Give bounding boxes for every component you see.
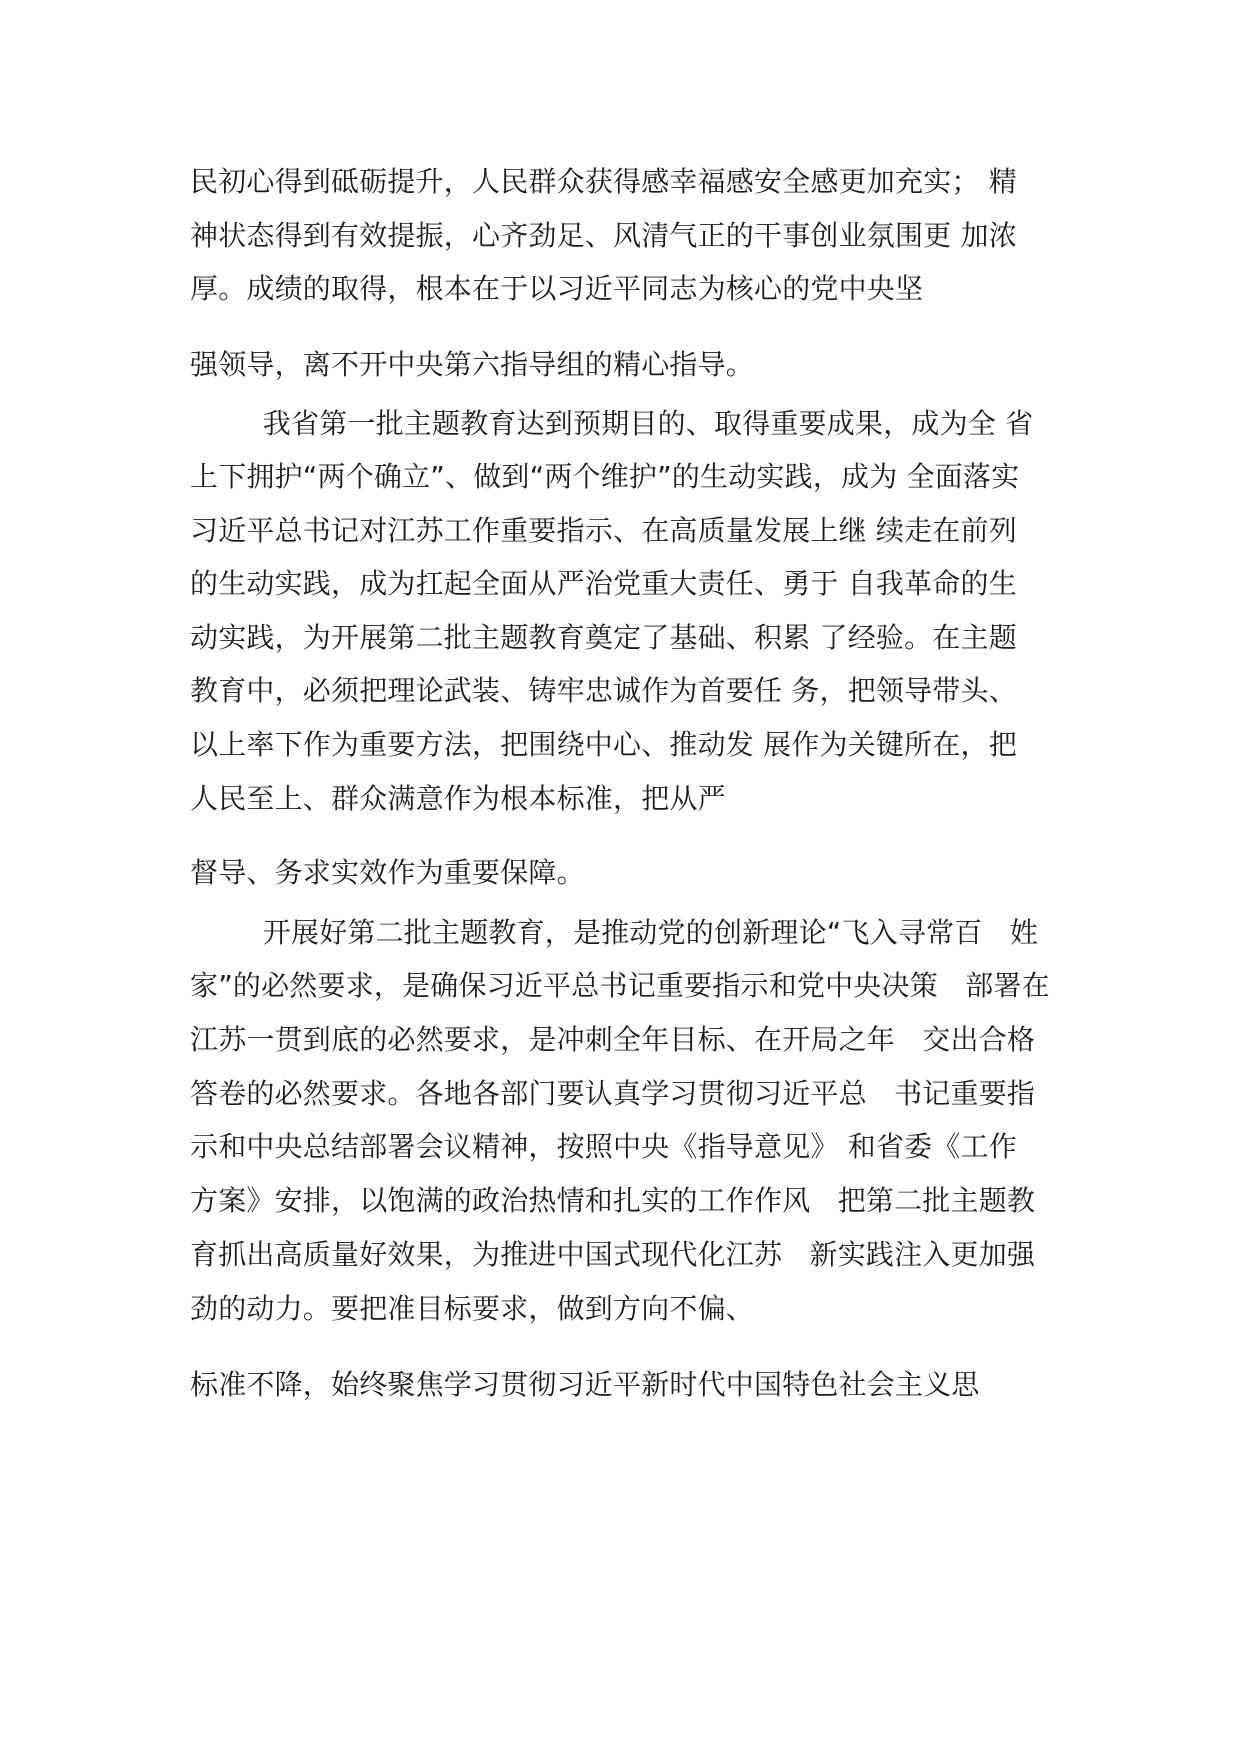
text-line: 强领导，离不开中央第六指导组的精心指导。 bbox=[190, 348, 755, 381]
text-line: 江苏一贯到底的必然要求，是冲刺全年目标、在开局之年 交出合格 bbox=[190, 1023, 1036, 1056]
text-line: 育抓出高质量好效果，为推进中国式现代化江苏 新实践注入更加强 bbox=[190, 1238, 1036, 1271]
text-line: 答卷的必然要求。各地各部门要认真学习贯彻习近平总 书记重要指 bbox=[190, 1077, 1036, 1110]
text-line: 督导、务求实效作为重要保障。 bbox=[190, 856, 585, 889]
text-line: 神状态得到有效提振，心齐劲足、风清气正的干事创业氛围更 加浓 bbox=[190, 219, 1017, 252]
text-line: 标准不降，始终聚焦学习贯彻习近平新时代中国特色社会主义思 bbox=[190, 1368, 980, 1401]
text-line: 示和中央总结部署会议精神，按照中央《指导意见》 和省委《工作 bbox=[190, 1130, 1017, 1163]
text-line: 家”的必然要求，是确保习近平总书记重要指示和党中央决策 部署在 bbox=[190, 969, 1050, 1002]
text-line: 教育中，必须把理论武装、铸牢忠诚作为首要任 务，把领导带头、 bbox=[190, 674, 1017, 707]
text-line: 开展好第二批主题教育，是推动党的创新理论“飞入寻常百 姓 bbox=[190, 916, 1039, 949]
text-line: 人民至上、群众满意作为根本标准，把从严 bbox=[190, 782, 726, 815]
text-line: 厚。成绩的取得，根本在于以习近平同志为核心的党中央坚 bbox=[190, 272, 924, 305]
text-line: 以上率下作为重要方法，把围绕中心、推动发 展作为关键所在，把 bbox=[190, 728, 1017, 761]
text-line: 动实践，为开展第二批主题教育奠定了基础、积累 了经验。在主题 bbox=[190, 621, 1017, 654]
text-line: 习近平总书记对江苏工作重要指示、在高质量发展上继 续走在前列 bbox=[190, 514, 1017, 547]
text-line: 上下拥护“两个确立”、做到“两个维护”的生动实践，成为 全面落实 bbox=[190, 460, 1020, 493]
text-line: 的生动实践，成为扛起全面从严治党重大责任、勇于 自我革命的生 bbox=[190, 567, 1017, 600]
text-line: 我省第一批主题教育达到预期目的、取得重要成果，成为全 省 bbox=[190, 407, 1034, 440]
text-line: 劲的动力。要把准目标要求，做到方向不偏、 bbox=[190, 1292, 755, 1325]
text-line: 民初心得到砥砺提升，人民群众获得感幸福感安全感更加充实； 精 bbox=[190, 165, 1017, 198]
text-line: 方案》安排，以饱满的政治热情和扎实的工作作风 把第二批主题教 bbox=[190, 1184, 1036, 1217]
